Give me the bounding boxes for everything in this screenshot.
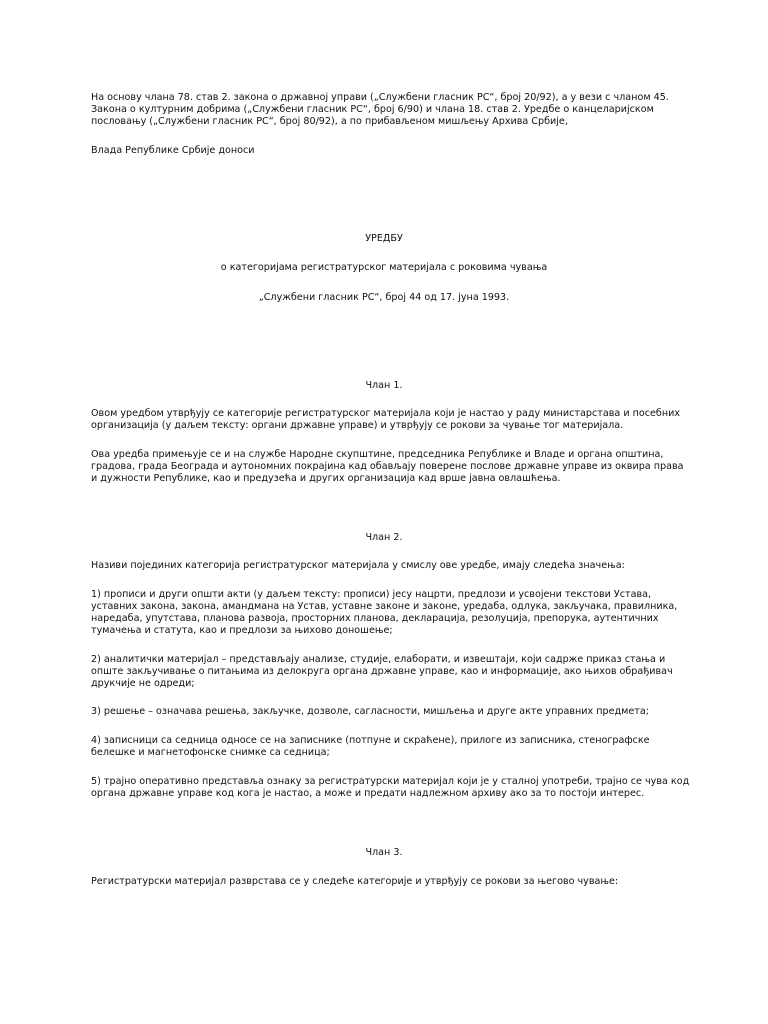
preamble-paragraph: На основу члана 78. став 2. закона о државној управи („Службени гласник РС“, број 20/92), а у вези с чланом 45. Закона о културним добрима („Службени гласник РС“, број 6/90) и члана 18. став 2. Уредбе о канцеларијском пословању („Службени гласник РС“, број 80/92), а по прибављеном мишљењу Архива Србије, [91,92,669,127]
article-2-item-4: 4) записници са седница односе се на записнике (потпуне и скраћене), прилоге из записника, стенографске белешке и магнетофонске снимке са седница; [91,735,650,758]
article-1-paragraph-2: Ова уредба примењује се и на службе Народне скупштине, председника Републике и Владе и органа општина, градова, града Београда и аутономних покрајина кад обављају поверене послове државне управе из оквира права и дужности Републике, као и предузећа и других организација кад врше јавна овлашћења. [91,449,684,484]
decree-subject: о категоријама регистратурског материјала с роковима чувања [220,262,548,273]
gazette-reference: „Службени гласник РС“, број 44 од 17. јуна 1993. [258,292,510,303]
article-1-paragraph-1: Овом уредбом утврђују се категорије регистратурског материјала који је настао у раду министарстава и посебних организација (у даљем тексту: органи државне управе) и утврђују се рокови за чување тог материјала. [91,408,681,431]
article-2-item-5: 5) трајно оперативно представља ознаку за регистратурски материјал који је у сталној употреби, трајно се чува код органа државне управе код кога је настао, а може и предати надлежном архиву ако за то постоји интерес. [91,776,690,799]
article-3-paragraph-1: Регистратурски материјал разврстава се у следеће категорије и утврђују се рокови за његово чување: [91,876,619,887]
article-2-heading: Члан 2. [365,532,403,543]
article-2-paragraph-intro: Називи појединих категорија регистратурског материјала у смислу ове уредбе, имају следећа значења: [91,560,625,571]
article-2-item-2: 2) аналитички материјал – представљају анализе, студије, елаборати, и извештаји, који садрже приказ стања и опште закључивање о питањима из делокруга органа државне управе, као и информације, ако њихов обрађивач друкчије не одреди; [91,654,673,689]
article-3-heading: Члан 3. [365,847,403,858]
article-1-heading: Члан 1. [365,380,403,391]
article-2-item-1: 1) прописи и други општи акти (у даљем тексту: прописи) јесу нацрти, предлози и усвојени текстови Устава, уставних закона, закона, амандмана на Устав, уставне законе и законе, уредаба, одлука, закључака, правилника, наредаба, упутстава, планова развоја, просторних планова, декларација, резолуција, препорука, аутентичних тумачења и статута, као и предлози за њихово доношење; [91,589,678,636]
decree-heading: УРЕДБУ [365,233,403,244]
adopter-line: Влада Републике Србије доноси [91,145,255,156]
article-2-item-3: 3) решење – означава решења, закључке, дозволе, сагласности, мишљења и друге акте управних предмета; [91,706,649,717]
